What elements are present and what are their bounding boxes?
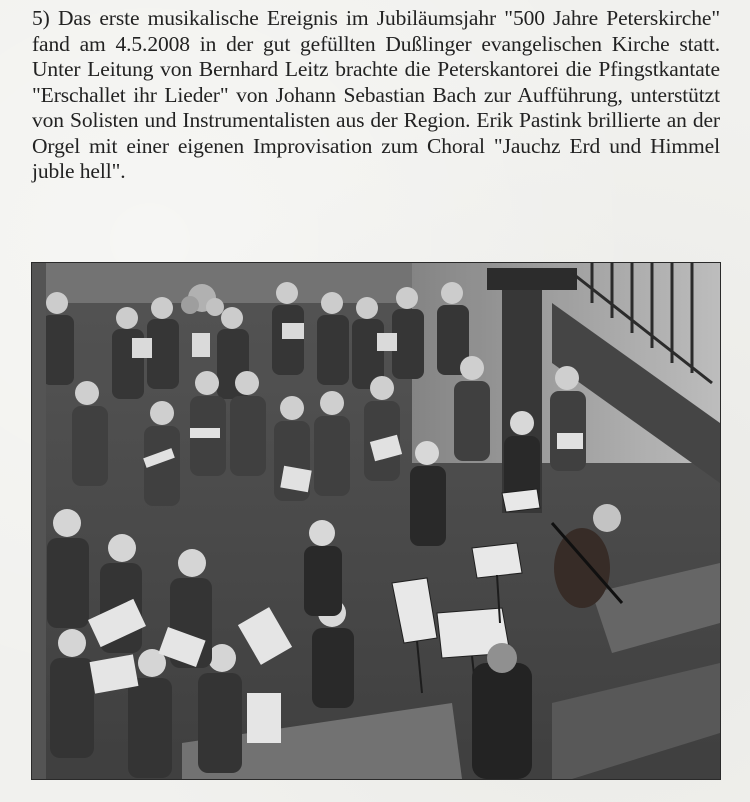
photo-illustration xyxy=(32,263,720,779)
choir-concert-photo xyxy=(31,262,721,780)
article-paragraph: 5) Das erste musikalische Ereignis im Jubiläumsjahr "500 Jahre Peterskirche" fand am 4.5.2008 in der gut gefüllten Dußlinger evangelischen Kirche statt. Unter Leitung von Bernhard Leitz brachte die Peterskantorei die Pfingstkantate "Erschallet ihr Lieder" von Johann Sebastian Bach zur Aufführung, unterstützt von Solisten und Instrumentalisten aus der Region. Erik Pastink brillierte an der Orgel mit einer eigenen Improvisation zum Choral "Jauchz Erd und Himmel juble hell". xyxy=(32,6,720,183)
